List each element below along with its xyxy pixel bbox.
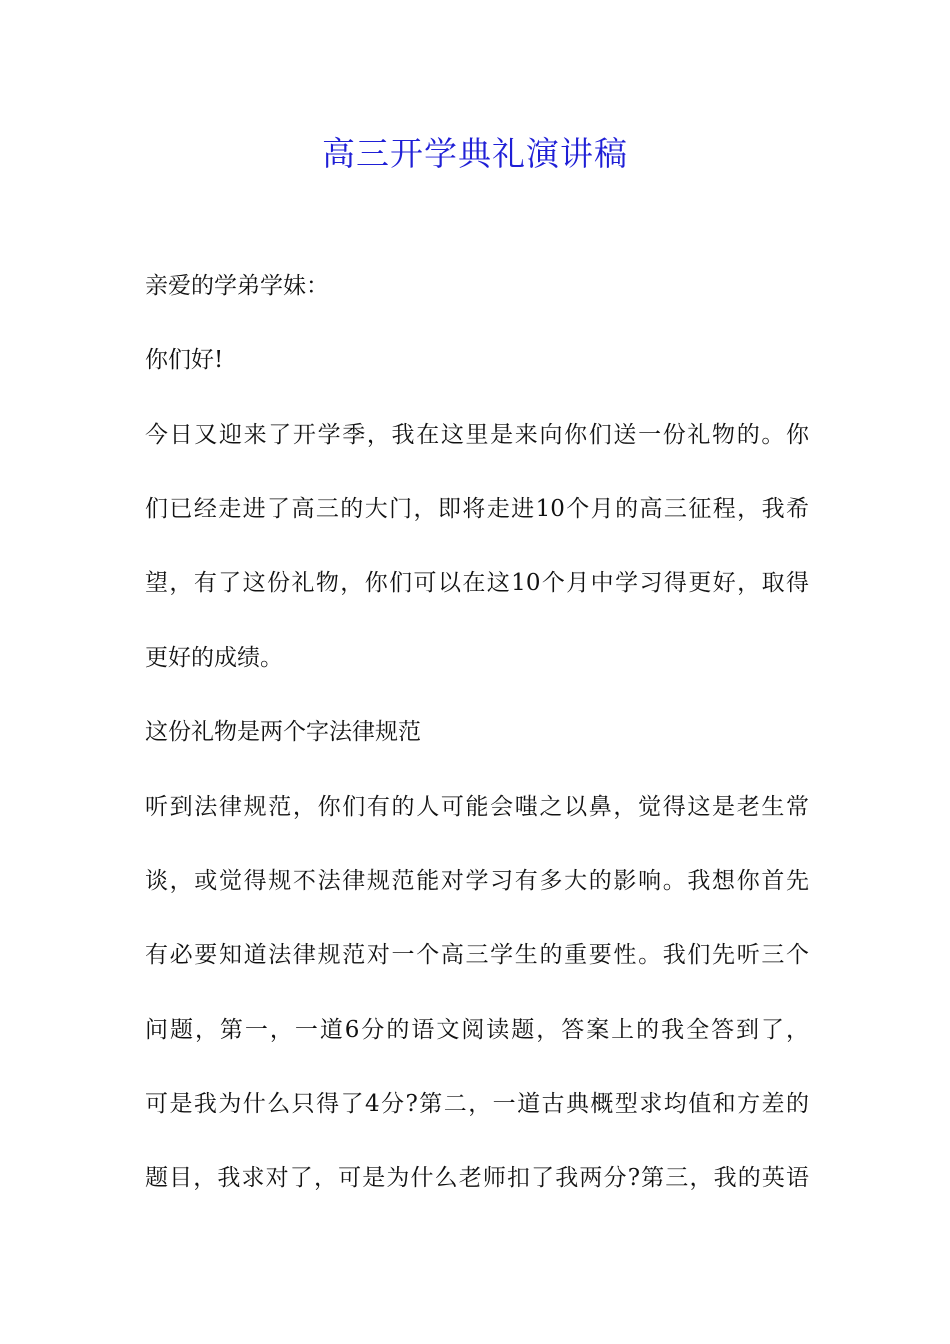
body-line: 问题，第一，一道6分的语文阅读题，答案上的我全答到了， xyxy=(145,1017,809,1043)
body-line: 听到法律规范，你们有的人可能会嗤之以鼻，觉得这是老生常 xyxy=(145,794,809,820)
body-line: 这份礼物是两个字法律规范 xyxy=(145,719,421,745)
document-title: 高三开学典礼演讲稿 xyxy=(322,134,628,173)
body-line: 可是我为什么只得了4分?第二，一道古典概型求均值和方差的 xyxy=(145,1091,809,1117)
body-line: 今日又迎来了开学季，我在这里是来向你们送一份礼物的。你 xyxy=(145,422,809,448)
body-line: 们已经走进了高三的大门，即将走进10个月的高三征程，我希 xyxy=(145,496,809,522)
body-line: 有必要知道法律规范对一个高三学生的重要性。我们先听三个 xyxy=(145,942,809,968)
body-line: 题目，我求对了，可是为什么老师扣了我两分?第三，我的英语 xyxy=(145,1165,809,1191)
greeting-line: 亲爱的学弟学妹： xyxy=(145,273,329,299)
body-line: 望，有了这份礼物，你们可以在这10个月中学习得更好，取得 xyxy=(145,570,809,596)
body-line: 谈，或觉得规不法律规范能对学习有多大的影响。我想你首先 xyxy=(145,868,809,894)
salutation-line: 你们好! xyxy=(145,347,224,373)
body-line: 更好的成绩。 xyxy=(145,645,283,671)
